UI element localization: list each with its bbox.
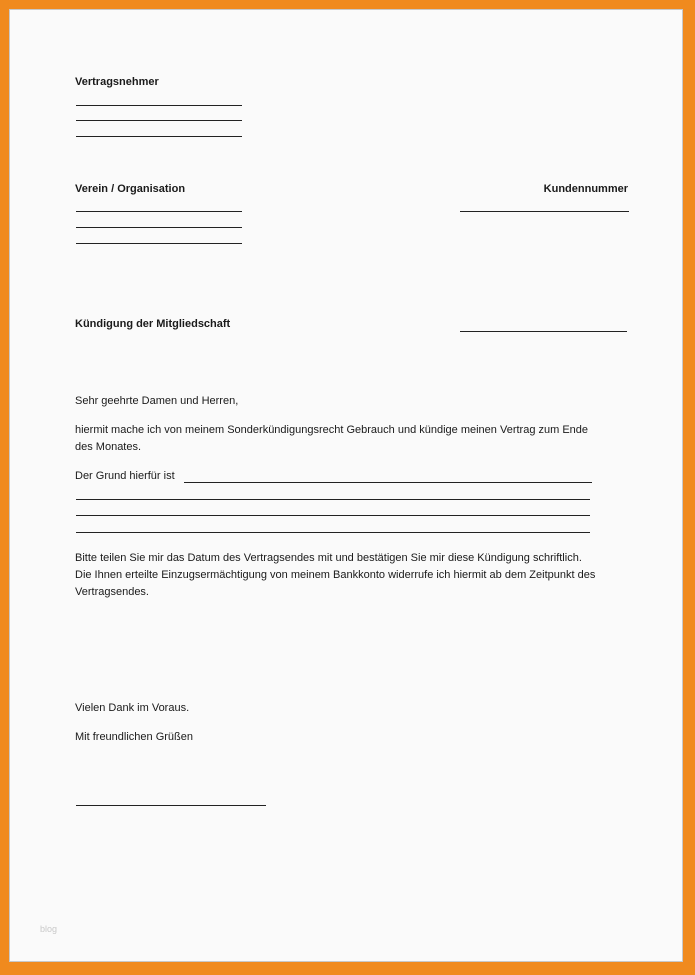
reason-line-1 [184,482,592,483]
reason-line-2 [76,499,590,500]
organization-line-3 [76,243,242,244]
signature-line [76,805,266,806]
organization-label: Verein / Organisation [75,183,186,195]
contractor-line-2 [76,120,242,121]
paragraph2-line1: Bitte teilen Sie mir das Datum des Vertragsendes mit und bestätigen Sie mir diese Kündigung schriftlich. [75,552,582,564]
reason-label: Der Grund hierfür ist [75,470,175,482]
contractor-line-3 [76,136,242,137]
contractor-label: Vertragsnehmer [75,76,159,88]
customer-number-line [460,211,629,212]
subject-heading: Kündigung der Mitgliedschaft [75,318,231,330]
date-line [460,331,627,332]
reason-line-3 [76,515,590,516]
contractor-line-1 [76,105,242,106]
paragraph2-line2: Die Ihnen erteilte Einzugsermächtigung von meinem Bankkonto widerrufe ich hiermit ab dem Zeitpunkt des [75,569,596,581]
document-page [9,9,683,962]
customer-number-label: Kundennummer [543,183,628,195]
closing-text: Mit freundlichen Grüßen [75,731,193,743]
paragraph1-line1: hiermit mache ich von meinem Sonderkündigungsrecht Gebrauch und kündige meinen Vertrag zum Ende [75,424,589,436]
paragraph2-line3: Vertragsendes. [75,586,149,598]
reason-line-4 [76,532,590,533]
watermark-text: blog [40,924,58,934]
organization-line-2 [76,227,242,228]
paragraph1-line2: des Monates. [75,441,142,453]
thanks-text: Vielen Dank im Voraus. [75,702,190,714]
organization-line-1 [76,211,242,212]
salutation: Sehr geehrte Damen und Herren, [75,395,239,407]
